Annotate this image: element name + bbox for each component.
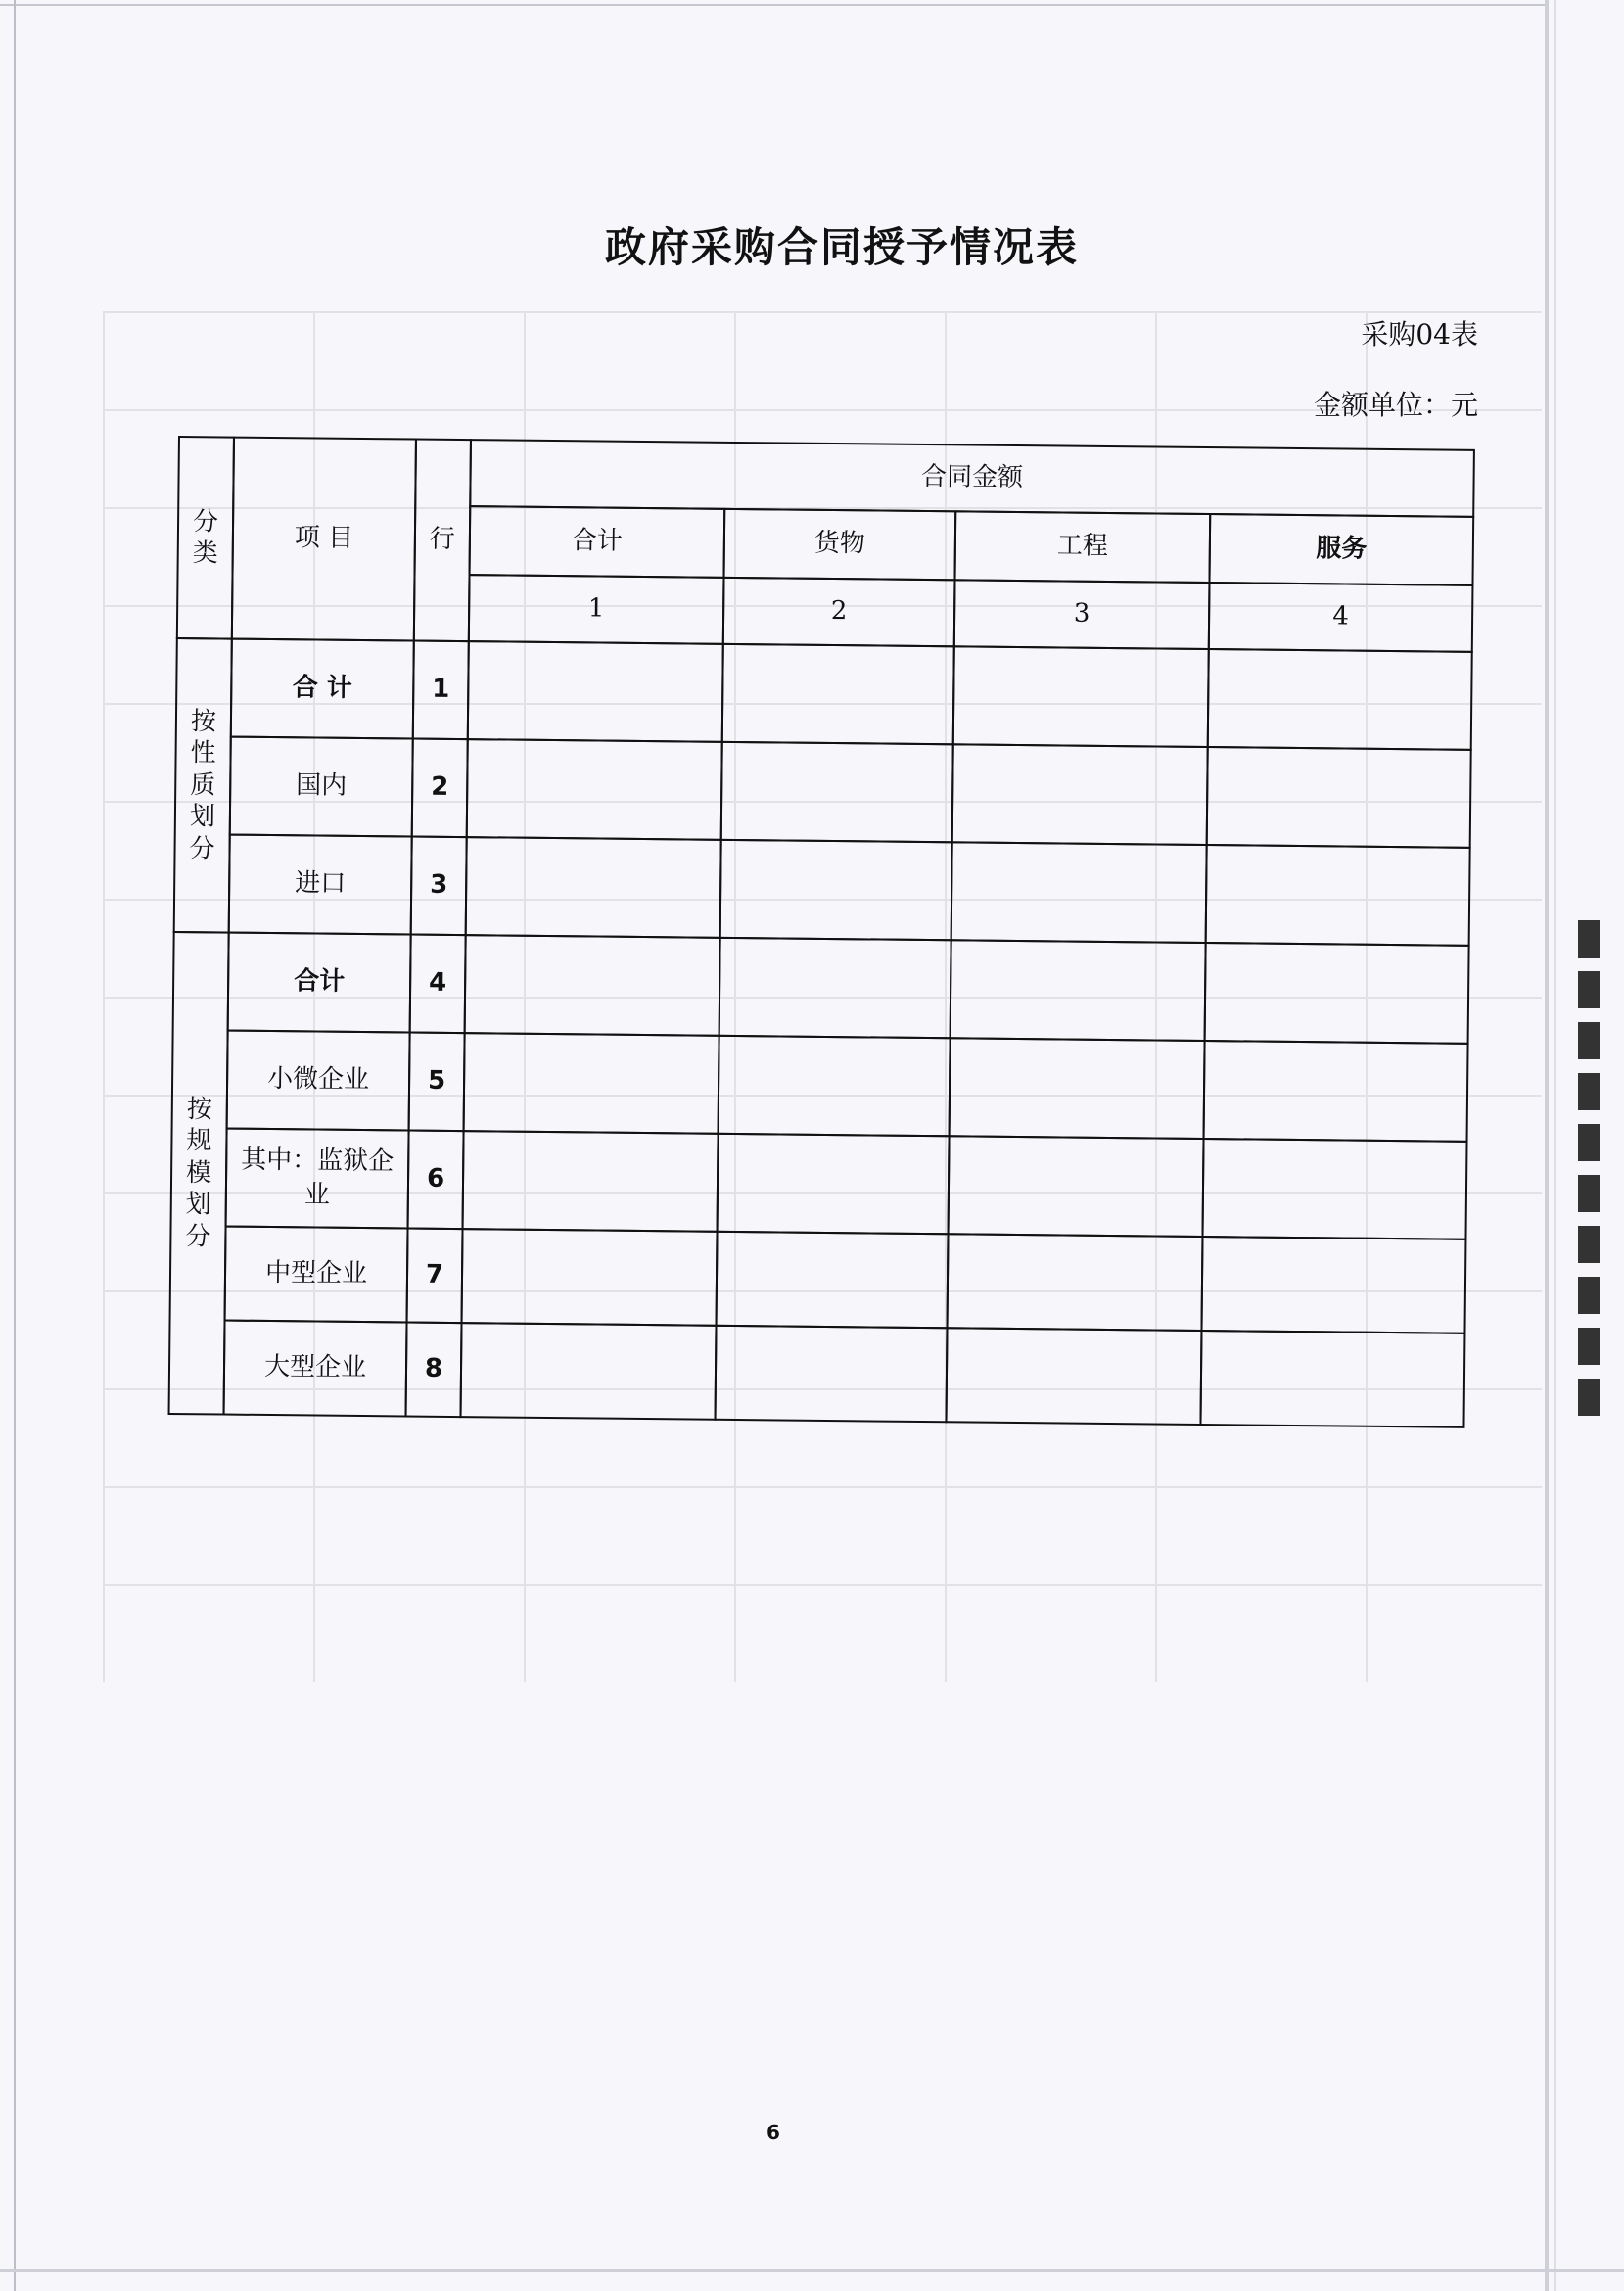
contract-award-table [168, 436, 1475, 1428]
cell-r8-services [1199, 1330, 1465, 1428]
cell-r2-total [466, 738, 723, 841]
adjacent-page-strip [1578, 920, 1600, 1429]
row-number-4: 4 [409, 934, 467, 1035]
row-number-3: 3 [410, 836, 468, 937]
cell-r1-total [467, 640, 724, 743]
page-edge-left [14, 0, 16, 2291]
cell-r7-goods [716, 1231, 950, 1329]
row-number-5: 5 [408, 1032, 466, 1133]
header-col-services: 服务 [1208, 513, 1474, 586]
cell-r7-total [461, 1228, 719, 1327]
cell-r1-services [1207, 648, 1473, 751]
cell-r1-goods [721, 643, 955, 745]
cell-r8-works [945, 1327, 1202, 1426]
cell-r4-services [1204, 942, 1470, 1045]
page-edge-right-inner [1554, 0, 1556, 2291]
form-code: 采购04表 [1361, 318, 1478, 351]
cell-r2-works [951, 743, 1209, 846]
cell-r6-total [462, 1130, 719, 1233]
row-item-3: 进口 [228, 834, 413, 936]
row-item-2: 国内 [229, 736, 414, 838]
cell-r3-services [1205, 844, 1471, 947]
header-item: 项 目 [231, 437, 417, 642]
header-col-goods: 货物 [723, 508, 957, 581]
cell-r4-total [464, 934, 721, 1037]
row-number-7: 7 [406, 1227, 464, 1324]
col-index-3: 3 [953, 579, 1211, 650]
cell-r7-works [946, 1233, 1203, 1332]
row-number-2: 2 [411, 738, 469, 839]
header-row: 行 [413, 439, 472, 643]
cell-r8-goods [714, 1325, 948, 1423]
cell-r2-services [1206, 746, 1472, 849]
col-index-4: 4 [1208, 582, 1474, 653]
cell-r5-works [949, 1037, 1206, 1140]
group-by-scale: 按 规 模 划 分 [168, 931, 230, 1416]
cell-r5-total [463, 1032, 720, 1135]
cell-r5-goods [718, 1035, 951, 1137]
amount-unit: 金额单位：元 [1313, 389, 1478, 421]
cell-r6-works [947, 1135, 1204, 1238]
cell-r1-works [952, 645, 1210, 748]
cell-r3-works [951, 841, 1208, 944]
page-number: 6 [766, 2121, 780, 2144]
header-category: 分 类 [176, 436, 235, 640]
row-item-7: 中型企业 [224, 1226, 409, 1324]
row-number-6: 6 [407, 1129, 465, 1230]
row-item-6: 其中：监狱企业 [225, 1128, 410, 1230]
cell-r6-services [1201, 1138, 1467, 1240]
cell-r6-goods [717, 1133, 951, 1235]
header-col-works: 工程 [953, 510, 1211, 584]
row-item-5: 小微企业 [226, 1030, 411, 1132]
row-item-8: 大型企业 [223, 1320, 408, 1418]
page-edge-top [0, 4, 1547, 6]
page-edge-right [1545, 0, 1549, 2291]
row-number-1: 1 [412, 640, 470, 741]
group-by-nature: 按 性 质 划 分 [173, 637, 233, 934]
cell-r8-total [460, 1322, 718, 1421]
cell-r4-works [950, 939, 1207, 1042]
header-contract-amount: 合同金额 [469, 439, 1475, 518]
row-item-1: 合 计 [230, 638, 415, 740]
cell-r2-goods [720, 741, 954, 843]
col-index-2: 2 [722, 577, 956, 647]
header-col-total: 合计 [469, 505, 726, 579]
page-title: 政府采购合同授予情况表 [604, 223, 1079, 271]
cell-r3-total [465, 836, 722, 939]
cell-r4-goods [719, 937, 952, 1039]
row-number-8: 8 [405, 1321, 463, 1418]
cell-r3-goods [719, 839, 953, 941]
page-edge-bottom [0, 2269, 1624, 2272]
cell-r5-services [1203, 1040, 1469, 1143]
col-index-1: 1 [468, 574, 725, 645]
row-item-4: 合计 [227, 932, 412, 1034]
cell-r7-services [1200, 1236, 1466, 1334]
